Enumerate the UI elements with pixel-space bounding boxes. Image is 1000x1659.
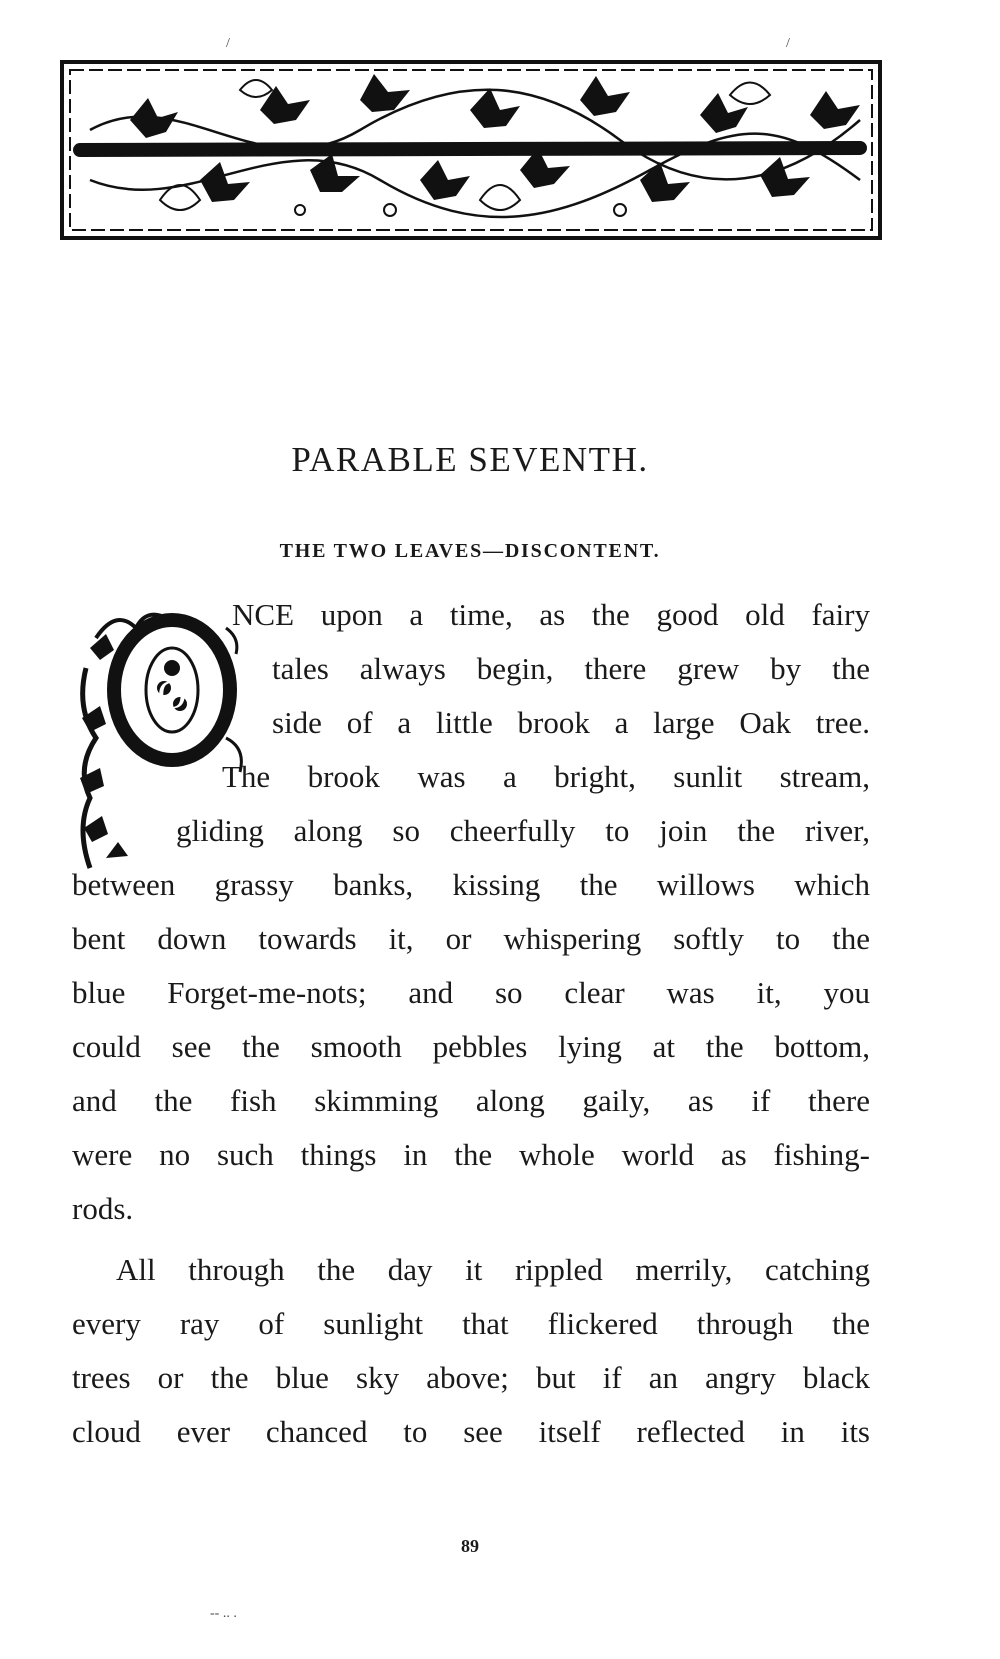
text-line: rods. xyxy=(72,1191,134,1226)
text-line: could see the smooth pebbles lying at the bottom, xyxy=(72,1029,870,1064)
text-line: NCE upon a time, as the good old fairy xyxy=(232,597,870,632)
drop-cap-letter: O xyxy=(157,672,187,717)
text-line: bent down towards it, or whispering softly to the xyxy=(72,921,870,956)
scan-speck: / xyxy=(786,36,790,51)
chapter-subtitle: THE TWO LEAVES—DISCONTENT. xyxy=(279,540,661,562)
text-line: trees or the blue sky above; but if an angry black xyxy=(72,1360,870,1395)
text-line: All through the day it rippled merrily, catching xyxy=(116,1252,870,1287)
page-number: 89 xyxy=(461,1536,479,1556)
scan-speck: -- .. . xyxy=(210,1606,237,1621)
text-line: side of a little brook a large Oak tree. xyxy=(272,705,870,740)
text-line: between grassy banks, kissing the willows which xyxy=(72,867,870,902)
text-line: cloud ever chanced to see itself reflected in its xyxy=(72,1414,870,1449)
text-line: were no such things in the whole world as fishing- xyxy=(72,1137,870,1172)
text-line: and the fish skimming along gaily, as if there xyxy=(72,1083,870,1118)
text-line: every ray of sunlight that flickered through the xyxy=(72,1306,870,1341)
chapter-title: PARABLE SEVENTH. xyxy=(291,440,649,479)
scan-speck: / xyxy=(226,36,230,51)
ivy-banner-ornament xyxy=(60,60,882,240)
text-line: tales always begin, there grew by the xyxy=(272,651,870,686)
text-line: blue Forget-me-nots; and so clear was it, you xyxy=(72,975,870,1010)
text-line: gliding along so cheerfully to join the river, xyxy=(176,813,870,848)
text-line: The brook was a bright, sunlit stream, xyxy=(222,759,870,794)
